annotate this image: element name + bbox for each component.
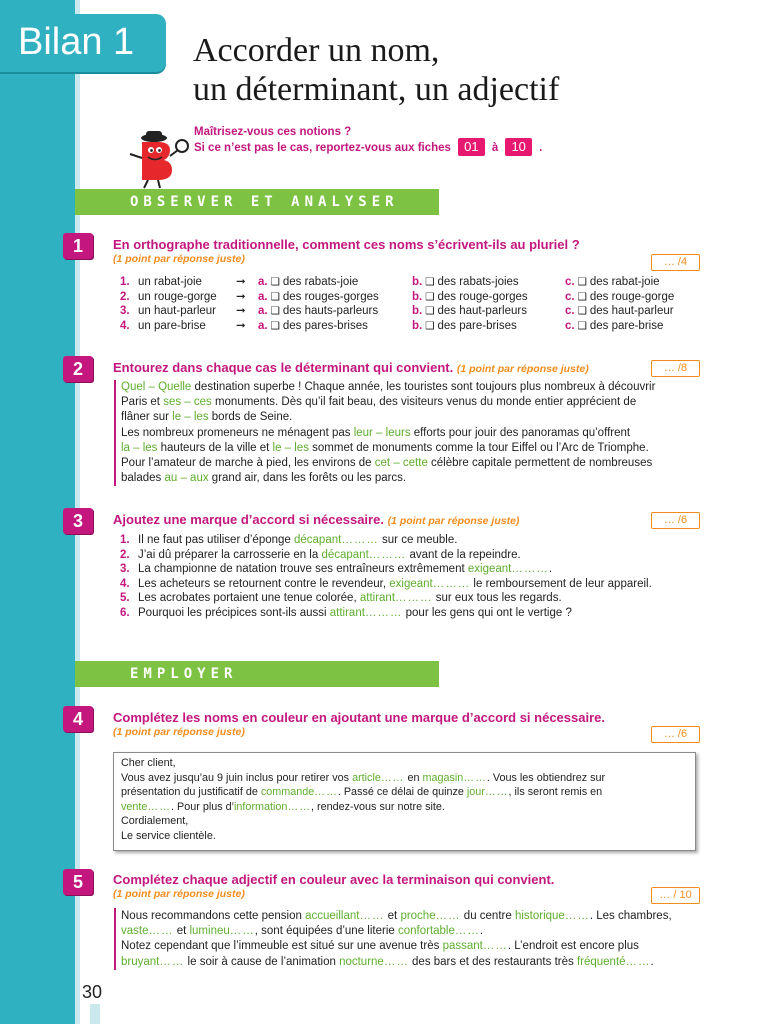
q5-text: des bars et des restaurants très [408, 955, 577, 968]
q3-row-text-before: La championne de natation trouve ses entraîneurs extrêmement [138, 563, 468, 576]
q1-cell [412, 290, 528, 305]
q1-option-b-label: b. [412, 276, 423, 288]
intro-between: à [491, 142, 499, 154]
q3-row-text-after: le remboursement de leur appareil. [470, 577, 652, 590]
q1-option-c-checkbox[interactable]: ❑ [574, 276, 590, 288]
q5-line [121, 939, 701, 954]
q1-row-number: 2. [120, 290, 130, 303]
q2-text: sommet de monuments comme la tour Eiffel ou l’Arc de Triomphe. [308, 441, 649, 454]
q3-row-text-before: Les acheteurs se retournent contre le revendeur, [138, 577, 390, 590]
q5-text: et [173, 925, 190, 938]
q3-row-number: 6. [120, 606, 130, 619]
q1-row-number: 3. [120, 305, 130, 318]
question-2-score-box[interactable]: … /8 [651, 360, 700, 377]
q3-row-text-after: pour les gens qui ont le vertige ? [402, 606, 572, 619]
question-2-margin-line [114, 380, 116, 486]
q2-text: destination superbe ! Chaque année, les touristes sont toujours plus nombreux à découvrir [191, 381, 656, 393]
q5-choice[interactable]: nocturne [339, 955, 384, 968]
q4-text: . Vous les obtiendrez sur [486, 771, 606, 784]
q3-row-number: 5. [120, 592, 130, 605]
q2-text: balades [121, 472, 165, 485]
q5-blank[interactable]: …… [229, 925, 255, 938]
q5-text: . Les chambres, [589, 910, 672, 922]
q1-row-number: 4. [120, 319, 130, 332]
question-2-title [113, 360, 589, 375]
q1-row-noun: un pare-brise [138, 319, 206, 332]
q5-text: Notez cependant que l’immeuble est situé sur une avenue très [121, 940, 443, 953]
q5-text: . [650, 955, 654, 968]
q5-blank[interactable]: …… [359, 910, 385, 922]
q3-row-text-before: Pourquoi les précipices sont-ils aussi [138, 606, 330, 619]
q1-option-b-text: des haut-parleurs [437, 305, 527, 318]
q2-text: grand air, dans les forêts ou les parcs. [208, 472, 407, 485]
q3-row-blank[interactable]: ……… [395, 592, 433, 605]
q2-text: Les nombreux promeneurs ne ménagent pas [121, 426, 354, 439]
q4-text: présentation du justificatif de [121, 786, 261, 799]
q5-choice[interactable]: proche [400, 910, 436, 922]
q3-row-number: 1. [120, 534, 130, 546]
question-4-title: Complétez les noms en couleur en ajoutant une marque d’accord si nécessaire. [113, 710, 605, 725]
q4-blank[interactable]: …… [484, 786, 509, 799]
question-5-number: 5 [63, 869, 93, 895]
q1-cell [120, 304, 216, 319]
q3-row-text-before: Les acrobates portaient une tenue colorée, [138, 592, 360, 605]
q1-option-a-checkbox[interactable]: ❑ [267, 305, 283, 318]
q3-row [120, 591, 700, 606]
q1-row [120, 275, 700, 290]
fiche-from-badge[interactable]: 01 [458, 138, 484, 156]
q2-text: flâner sur [121, 411, 173, 424]
q5-blank[interactable]: …… [564, 910, 590, 922]
q2-choice[interactable]: au – aux [164, 472, 209, 485]
q4-choice[interactable]: information [234, 800, 288, 813]
q2-text: célèbre capitale permettent de nombreuses [427, 457, 653, 470]
q5-blank[interactable]: …… [159, 955, 185, 968]
q1-row-noun: un rouge-gorge [138, 290, 217, 303]
question-3-points: (1 point par réponse juste) [387, 515, 520, 527]
q3-row [120, 562, 700, 577]
question-2-number: 2 [63, 356, 93, 382]
q5-text: le soir à cause de l’animation [184, 955, 340, 968]
q4-blank[interactable]: …… [147, 800, 172, 813]
q4-text: , ils seront remis en [508, 786, 603, 799]
q4-text: en [404, 771, 423, 784]
q1-option-c-label: c. [565, 276, 575, 288]
q4-blank[interactable]: …… [463, 771, 487, 784]
question-5-title: Complétez chaque adjectif en couleur avec la terminaison qui convient. [113, 872, 555, 887]
question-3-title [113, 512, 519, 527]
q2-text: bords de Seine. [208, 411, 293, 424]
q4-line [121, 800, 691, 815]
q1-cell [236, 290, 246, 305]
question-1-score-box[interactable]: … /4 [651, 254, 700, 271]
q4-text: Cordialement, [121, 815, 189, 828]
q3-row-number: 4. [120, 577, 130, 590]
q1-cell [565, 275, 660, 290]
q1-row-arrow: ➞ [236, 305, 246, 318]
q4-line [121, 814, 691, 829]
q5-line [121, 924, 701, 939]
q3-row-text-before: J’ai dû préparer la carrosserie en la [138, 548, 322, 561]
q1-row-arrow: ➞ [236, 319, 246, 332]
q5-text: Nous recommandons cette pension [121, 910, 306, 922]
q3-row-word: décapant [321, 548, 369, 561]
section-observer-bar [75, 189, 439, 215]
question-1-rows [120, 275, 700, 333]
q1-cell [236, 319, 246, 334]
q2-line [121, 441, 701, 456]
q3-row-word: décapant [294, 534, 342, 546]
q1-option-c-label: c. [565, 290, 575, 303]
q5-blank[interactable]: …… [383, 955, 409, 968]
q4-text: . Passé ce délai de quinze [337, 786, 467, 799]
fiche-to-badge[interactable]: 10 [505, 138, 531, 156]
q3-row-word: attirant [329, 606, 365, 619]
q3-row-word: exigeant [467, 563, 512, 576]
q4-blank[interactable]: …… [287, 800, 312, 813]
q1-option-a-checkbox[interactable]: ❑ [267, 290, 283, 303]
q4-text: . Pour plus d’ [171, 800, 235, 813]
q2-choice[interactable]: ses – ces [163, 396, 212, 409]
q2-text: efforts pour jouir des panoramas qu’offrent [410, 426, 631, 439]
q1-option-a-label: a. [258, 319, 268, 332]
q1-option-a-checkbox[interactable]: ❑ [267, 319, 283, 332]
q5-choice[interactable]: fréquenté [576, 955, 626, 968]
q4-choice[interactable]: jour [466, 786, 485, 799]
q1-option-c-text: des rabat-joie [589, 276, 660, 288]
q1-row-noun: un haut-parleur [138, 305, 216, 318]
question-3-title-text: Ajoutez une marque d’accord si nécessaire. [113, 512, 384, 527]
q3-row-text-before: Il ne faut pas utiliser d’éponge [138, 534, 294, 546]
q1-option-c-checkbox[interactable]: ❑ [574, 290, 590, 303]
q1-option-c-text: des pare-brise [589, 319, 664, 332]
q5-choice[interactable]: confortable [397, 925, 455, 938]
q1-option-b-text: des pare-brises [437, 319, 517, 332]
q4-choice[interactable]: vente [121, 800, 148, 813]
q1-option-c-checkbox[interactable]: ❑ [574, 319, 590, 332]
q5-choice[interactable]: accueillant [305, 910, 360, 922]
q1-cell [258, 304, 378, 319]
q1-option-b-checkbox[interactable]: ❑ [422, 305, 438, 318]
q5-choice[interactable]: bruyant [121, 955, 160, 968]
question-3-rows [120, 533, 700, 621]
q4-line [121, 829, 691, 844]
q4-line [121, 785, 691, 800]
q5-choice[interactable]: lumineu [189, 925, 230, 938]
q5-blank[interactable]: …… [482, 940, 508, 953]
q5-line [121, 955, 701, 970]
q2-text: monuments. Dès qu’il fait beau, des visiteurs venus du monde entier apprécient de [211, 396, 637, 409]
question-2-text [121, 380, 701, 486]
q5-blank[interactable]: …… [625, 955, 651, 968]
question-2-points: (1 point par réponse juste) [456, 363, 589, 375]
q3-row-text-after: sur ce meuble. [378, 534, 458, 546]
q4-line [121, 756, 691, 771]
question-3-number: 3 [63, 508, 93, 534]
q5-line [121, 909, 701, 924]
q5-choice[interactable]: historique [514, 910, 565, 922]
page-title-line2: un déterminant, un adjectif [193, 71, 560, 108]
q5-blank[interactable]: …… [148, 925, 174, 938]
q1-cell [258, 290, 379, 305]
q1-cell [565, 304, 674, 319]
q4-choice[interactable]: article [352, 771, 381, 784]
q1-option-b-checkbox[interactable]: ❑ [422, 276, 438, 288]
q5-text: . L’endroit est encore plus [507, 940, 639, 953]
q1-option-b-checkbox[interactable]: ❑ [422, 290, 438, 303]
q2-line [121, 410, 701, 425]
q2-line [121, 471, 701, 486]
q2-line [121, 426, 701, 441]
q2-text: hauteurs de la ville et [157, 441, 273, 454]
q1-option-b-text: des rabats-joies [437, 276, 519, 288]
q1-option-b-label: b. [412, 319, 423, 332]
q1-cell [258, 319, 368, 334]
section-employer-title: EMPLOYER [130, 666, 238, 682]
q3-row-text-after: . [548, 563, 553, 576]
q2-choice[interactable]: la – les [121, 441, 158, 454]
q4-text: , rendez-vous sur notre site. [311, 800, 445, 813]
q5-choice[interactable]: passant [442, 940, 483, 953]
q1-option-c-text: des rouge-gorge [589, 290, 675, 303]
q1-option-c-text: des haut-parleur [589, 305, 674, 318]
mascot-b-detective-icon [122, 128, 194, 192]
q1-option-a-label: a. [258, 290, 268, 303]
q1-cell [120, 275, 202, 290]
q1-option-b-text: des rouge-gorges [437, 290, 528, 303]
q1-option-a-text: des rabats-joie [282, 276, 359, 288]
q2-text: Pour l’amateur de marche à pied, les environs de [121, 457, 375, 470]
q4-text: Cher client, [121, 757, 176, 769]
q2-line [121, 380, 701, 395]
q1-cell [565, 319, 663, 334]
q4-text: Le service clientèle. [121, 829, 216, 842]
question-4-letter-text [121, 756, 691, 844]
intro-line1: Maîtrisez-vous ces notions ? [194, 126, 352, 138]
q3-row-blank[interactable]: ……… [511, 563, 549, 576]
q4-line [121, 771, 691, 786]
q5-text: et [384, 910, 401, 922]
q4-choice[interactable]: commande [260, 786, 315, 799]
q3-row-blank[interactable]: ……… [368, 548, 407, 561]
q1-row [120, 319, 700, 334]
q1-row [120, 304, 700, 319]
q1-option-a-text: des rouges-gorges [282, 290, 379, 303]
q1-option-a-text: des hauts-parleurs [282, 305, 379, 318]
q4-text: Vous avez jusqu’au 9 juin inclus pour retirer vos [121, 771, 353, 784]
band-bottom-mark [90, 1004, 100, 1024]
bilan-label: Bilan 1 [18, 21, 135, 63]
q3-row-blank[interactable]: ……… [364, 606, 403, 619]
q1-row-noun: un rabat-joie [138, 276, 202, 288]
question-4-points: (1 point par réponse juste) [113, 726, 245, 738]
q3-row-number: 3. [120, 563, 130, 576]
q5-choice[interactable]: vaste [121, 925, 149, 938]
q5-blank[interactable]: …… [454, 925, 480, 938]
q5-blank[interactable]: …… [435, 910, 461, 922]
section-employer-bar [75, 661, 439, 687]
q2-choice[interactable]: le – les [272, 441, 309, 454]
q3-row-blank[interactable]: ……… [432, 577, 471, 590]
q1-option-b-checkbox[interactable]: ❑ [422, 319, 438, 332]
q3-row-text-after: sur eux tous les regards. [432, 592, 562, 605]
q1-cell [236, 304, 246, 319]
q1-cell [236, 275, 246, 290]
q1-option-a-label: a. [258, 305, 268, 318]
q3-row-text-after: avant de la repeindre. [406, 548, 521, 561]
q1-option-a-label: a. [258, 276, 268, 288]
q5-text: . [479, 925, 484, 938]
question-1-points: (1 point par réponse juste) [113, 253, 245, 265]
intro-end: . [539, 142, 543, 154]
q1-option-a-text: des pares-brises [282, 319, 368, 332]
q2-text: Paris et [121, 396, 164, 409]
q3-row-word: exigeant [389, 577, 433, 590]
q1-cell [258, 275, 358, 290]
q3-row-number: 2. [120, 548, 130, 561]
page-title-line1: Accorder un nom, [193, 32, 440, 69]
q3-row [120, 548, 700, 563]
q1-cell [120, 319, 206, 334]
q5-text: , sont équipées d’une literie [254, 925, 398, 938]
question-1-number: 1 [63, 233, 93, 259]
q2-choice[interactable]: leur – leurs [353, 426, 411, 439]
question-3-score-box[interactable]: … /6 [651, 512, 700, 529]
q4-choice[interactable]: magasin [422, 771, 464, 784]
q1-option-c-checkbox[interactable]: ❑ [574, 305, 590, 318]
q1-option-c-label: c. [565, 305, 575, 318]
page-number: 30 [82, 982, 103, 1002]
q1-cell [565, 290, 674, 305]
q1-row-arrow: ➞ [236, 290, 246, 303]
question-5-score-box[interactable]: … / 10 [651, 887, 700, 904]
q2-choice[interactable]: cet – cette [374, 457, 428, 470]
q3-row [120, 577, 700, 592]
q1-row-number: 1. [120, 276, 130, 288]
question-2-title-text: Entourez dans chaque cas le déterminant qui convient. [113, 360, 454, 375]
q3-row-word: attirant [359, 592, 396, 605]
intro-text: Si ce n’est pas le cas, reportez-vous aux fiches [194, 142, 451, 154]
question-5-text [121, 909, 701, 970]
intro-line2 [194, 138, 542, 156]
question-5-points: (1 point par réponse juste) [113, 888, 245, 900]
q5-text: du centre [460, 910, 515, 922]
q1-option-b-label: b. [412, 290, 423, 303]
q2-choice[interactable]: le – les [172, 411, 209, 424]
q4-blank[interactable]: …… [380, 771, 405, 784]
q1-option-b-label: b. [412, 305, 423, 318]
q1-option-a-checkbox[interactable]: ❑ [267, 276, 283, 288]
q2-line [121, 395, 701, 410]
question-4-number: 4 [63, 706, 93, 732]
q2-choice[interactable]: Quel – Quelle [121, 381, 192, 393]
q1-row [120, 290, 700, 305]
question-5-margin-line [114, 908, 116, 970]
q1-cell [412, 304, 527, 319]
section-observer-title: OBSERVER ET ANALYSER [130, 194, 399, 210]
q3-row [120, 606, 700, 621]
question-1-title: En orthographe traditionnelle, comment ces noms s’écrivent-ils au pluriel ? [113, 237, 580, 252]
q2-line [121, 456, 701, 471]
q1-cell [120, 290, 217, 305]
question-4-score-box[interactable]: … /6 [651, 726, 700, 743]
q1-cell [412, 319, 517, 334]
q3-row-blank[interactable]: ……… [341, 534, 379, 546]
q3-row [120, 533, 700, 548]
q4-blank[interactable]: …… [314, 786, 338, 799]
q1-cell [412, 275, 519, 290]
q1-row-arrow: ➞ [236, 276, 246, 288]
q1-option-c-label: c. [565, 319, 575, 332]
